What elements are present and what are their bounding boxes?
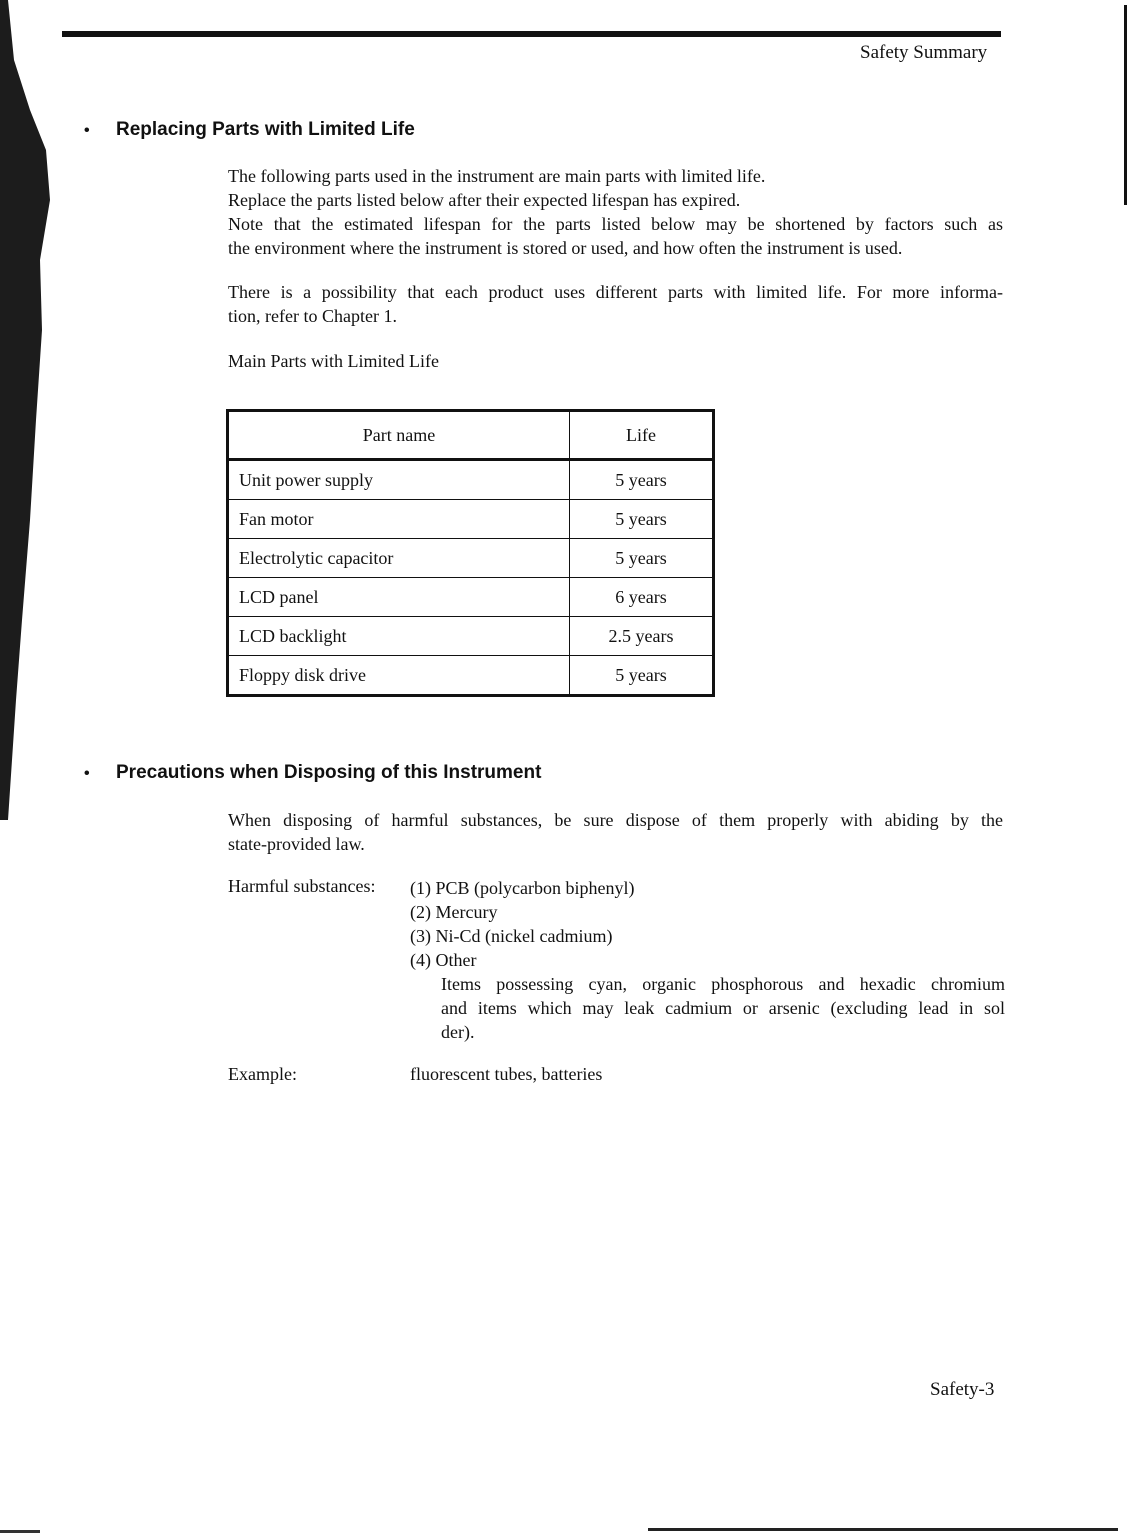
list-item: (1) PCB (polycarbon biphenyl) bbox=[410, 878, 635, 898]
cell-part-name: Electrolytic capacitor bbox=[228, 539, 570, 578]
footer-rule bbox=[648, 1528, 1118, 1531]
text-line: When disposing of harmful substances, be sure dispose of them properly with abiding by the bbox=[228, 810, 1003, 830]
limited-life-note bbox=[228, 280, 1003, 328]
limited-life-table bbox=[226, 409, 715, 697]
header-rule bbox=[62, 31, 1001, 37]
column-header-life: Life bbox=[570, 411, 714, 460]
footer-rule-left bbox=[0, 1530, 40, 1533]
text-line: tion, refer to Chapter 1. bbox=[228, 306, 397, 326]
cell-life: 5 years bbox=[570, 656, 714, 696]
table-row bbox=[228, 578, 714, 617]
bullet-icon: • bbox=[84, 765, 90, 782]
table-row bbox=[228, 539, 714, 578]
section-title-text: Precautions when Disposing of this Instrument bbox=[116, 762, 542, 783]
table-caption: Main Parts with Limited Life bbox=[228, 351, 439, 371]
harmful-substances-label: Harmful substances: bbox=[228, 876, 376, 896]
cell-life: 6 years bbox=[570, 578, 714, 617]
limited-life-intro bbox=[228, 164, 1003, 260]
section-heading-disposal bbox=[84, 762, 541, 784]
cell-part-name: Floppy disk drive bbox=[228, 656, 570, 696]
example-label: Example: bbox=[228, 1064, 297, 1084]
disposal-intro bbox=[228, 808, 1003, 856]
cell-life: 2.5 years bbox=[570, 617, 714, 656]
scan-edge-right bbox=[1124, 5, 1127, 205]
cell-part-name: Fan motor bbox=[228, 500, 570, 539]
running-header: Safety Summary bbox=[860, 42, 988, 63]
cell-life: 5 years bbox=[570, 460, 714, 500]
text-line: state-provided law. bbox=[228, 834, 365, 854]
section-title-text: Replacing Parts with Limited Life bbox=[116, 119, 415, 140]
text-line: Note that the estimated lifespan for the parts listed below may be shortened by factors such as bbox=[228, 214, 1003, 234]
table-header-row bbox=[228, 411, 714, 460]
bullet-icon: • bbox=[84, 122, 90, 139]
cell-life: 5 years bbox=[570, 500, 714, 539]
text-line: There is a possibility that each product uses different parts with limited life. For more informa- bbox=[228, 282, 1003, 302]
cell-life: 5 years bbox=[570, 539, 714, 578]
list-item-detail: Items possessing cyan, organic phosphorous and hexadic chromium bbox=[441, 974, 1005, 994]
cell-part-name: LCD backlight bbox=[228, 617, 570, 656]
cell-part-name: LCD panel bbox=[228, 578, 570, 617]
table-row bbox=[228, 460, 714, 500]
column-header-part-name: Part name bbox=[228, 411, 570, 460]
page-number: Safety-3 bbox=[930, 1379, 995, 1400]
cell-part-name: Unit power supply bbox=[228, 460, 570, 500]
list-item: (2) Mercury bbox=[410, 902, 498, 922]
text-line: Replace the parts listed below after their expected lifespan has expired. bbox=[228, 190, 741, 210]
list-item: (4) Other bbox=[410, 950, 477, 970]
scan-edge-shadow bbox=[0, 0, 52, 820]
example-text: fluorescent tubes, batteries bbox=[410, 1064, 603, 1084]
list-item: (3) Ni-Cd (nickel cadmium) bbox=[410, 926, 613, 946]
table-row bbox=[228, 500, 714, 539]
list-item-detail: der). bbox=[441, 1022, 475, 1042]
text-line: The following parts used in the instrument are main parts with limited life. bbox=[228, 166, 766, 186]
text-line: the environment where the instrument is stored or used, and how often the instrument is used. bbox=[228, 238, 903, 258]
list-item-detail: and items which may leak cadmium or arsenic (excluding lead in sol bbox=[441, 998, 1005, 1018]
table-row bbox=[228, 617, 714, 656]
table-row bbox=[228, 656, 714, 696]
section-heading-limited-life bbox=[84, 119, 415, 141]
harmful-substances-list bbox=[410, 876, 1005, 1044]
